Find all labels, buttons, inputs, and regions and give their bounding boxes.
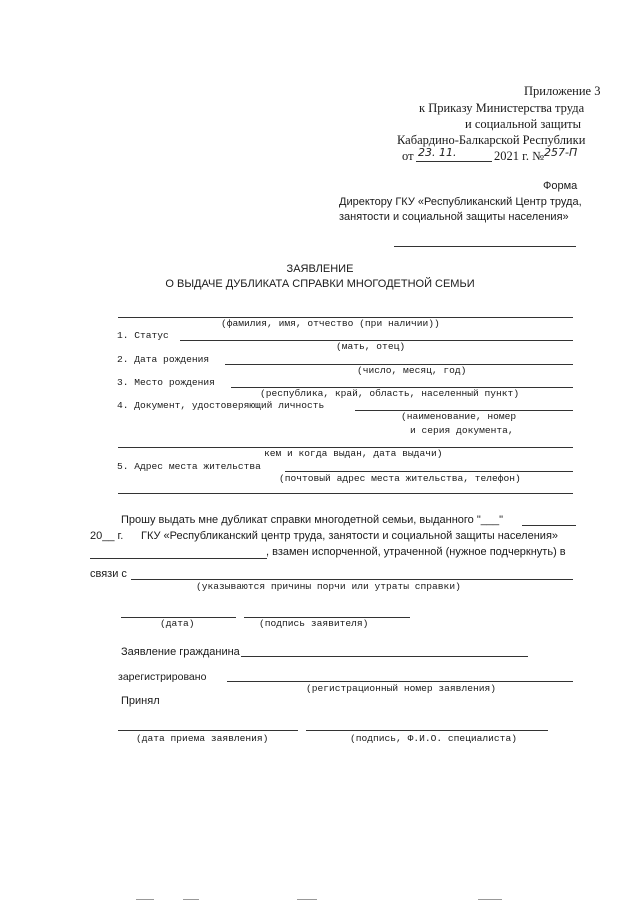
registered-label: зарегистрировано bbox=[118, 671, 207, 683]
applicant-date-hint: (дата) bbox=[160, 618, 195, 629]
request-issuer-line bbox=[90, 558, 267, 559]
request-line-3: , взамен испорченной, утраченной (нужное подчеркнуть) в bbox=[266, 546, 566, 558]
document-label: 4. Документ, удостоверяющий личность bbox=[117, 400, 325, 411]
address-hint: (почтовый адрес места жительства, телефон) bbox=[279, 473, 521, 484]
accept-date-hint: (дата приема заявления) bbox=[136, 733, 269, 744]
order-date-prefix: от bbox=[402, 149, 414, 163]
order-line-3: Кабардино-Балкарской Республики bbox=[397, 133, 586, 147]
registration-line bbox=[227, 681, 573, 682]
status-label: 1. Статус bbox=[117, 330, 169, 341]
scan-mark bbox=[183, 899, 199, 900]
document-title: ЗАЯВЛЕНИЕ bbox=[286, 263, 354, 275]
accept-date-line bbox=[118, 730, 298, 731]
scan-mark bbox=[136, 899, 154, 900]
birth-date-hint: (число, месяц, год) bbox=[357, 365, 467, 376]
specialist-sign-hint: (подпись, Ф.И.О. специалиста) bbox=[350, 733, 517, 744]
birth-date-label: 2. Дата рождения bbox=[117, 354, 210, 365]
specialist-sign-line bbox=[306, 730, 548, 731]
address-line-2 bbox=[118, 493, 573, 494]
order-number-prefix: 2021 г. № bbox=[494, 149, 545, 163]
order-line-2: и социальной защиты bbox=[465, 117, 582, 131]
address-label: 5. Адрес места жительства bbox=[117, 461, 261, 472]
request-year: 20__ г. bbox=[90, 530, 124, 542]
registration-hint: (регистрационный номер заявления) bbox=[306, 683, 496, 694]
document-subtitle: О ВЫДАЧЕ ДУБЛИКАТА СПРАВКИ МНОГОДЕТНОЙ СЕМЬИ bbox=[165, 278, 475, 290]
order-number-handwritten: 257-П bbox=[544, 146, 578, 159]
citizen-statement-line bbox=[241, 656, 528, 657]
status-hint: (мать, отец) bbox=[336, 341, 406, 352]
addressee-line-2: занятости и социальной защиты населения» bbox=[339, 211, 569, 223]
accepted-label: Принял bbox=[121, 695, 160, 707]
request-year-line bbox=[522, 525, 576, 526]
addressee-line-1: Директору ГКУ «Республиканский Центр труда, bbox=[339, 196, 582, 208]
citizen-statement-label: Заявление гражданина bbox=[121, 646, 240, 658]
order-line-1: к Приказу Министерства труда bbox=[419, 101, 585, 115]
address-line bbox=[285, 471, 573, 472]
appendix-label: Приложение 3 bbox=[524, 84, 601, 98]
applicant-name-line bbox=[394, 246, 576, 247]
birth-place-hint: (республика, край, область, населенный пункт) bbox=[260, 388, 520, 399]
scan-mark bbox=[297, 899, 317, 900]
birth-place-label: 3. Место рождения bbox=[117, 377, 215, 388]
fio-hint: (фамилия, имя, отчество (при наличии)) bbox=[221, 318, 440, 329]
scan-mark bbox=[478, 899, 502, 900]
order-date-line bbox=[416, 161, 492, 162]
order-date-handwritten: 23. 11. bbox=[418, 146, 457, 159]
request-line-1: Прошу выдать мне дубликат справки многодетной семьи, выданного "___" bbox=[121, 514, 504, 526]
request-line-2: ГКУ «Республиканский центр труда, занятости и социальной защиты населения» bbox=[141, 530, 559, 542]
document-hint-1: (наименование, номер bbox=[401, 411, 517, 422]
document-hint-2: и серия документа, bbox=[410, 425, 514, 436]
form-label: Форма bbox=[543, 180, 578, 192]
request-reason-line bbox=[131, 579, 573, 580]
document-hint-3: кем и когда выдан, дата выдачи) bbox=[264, 448, 443, 459]
applicant-sign-hint: (подпись заявителя) bbox=[259, 618, 369, 629]
request-reason-hint: (указываются причины порчи или утраты справки) bbox=[196, 581, 461, 592]
request-reason-label: связи с bbox=[90, 568, 127, 580]
